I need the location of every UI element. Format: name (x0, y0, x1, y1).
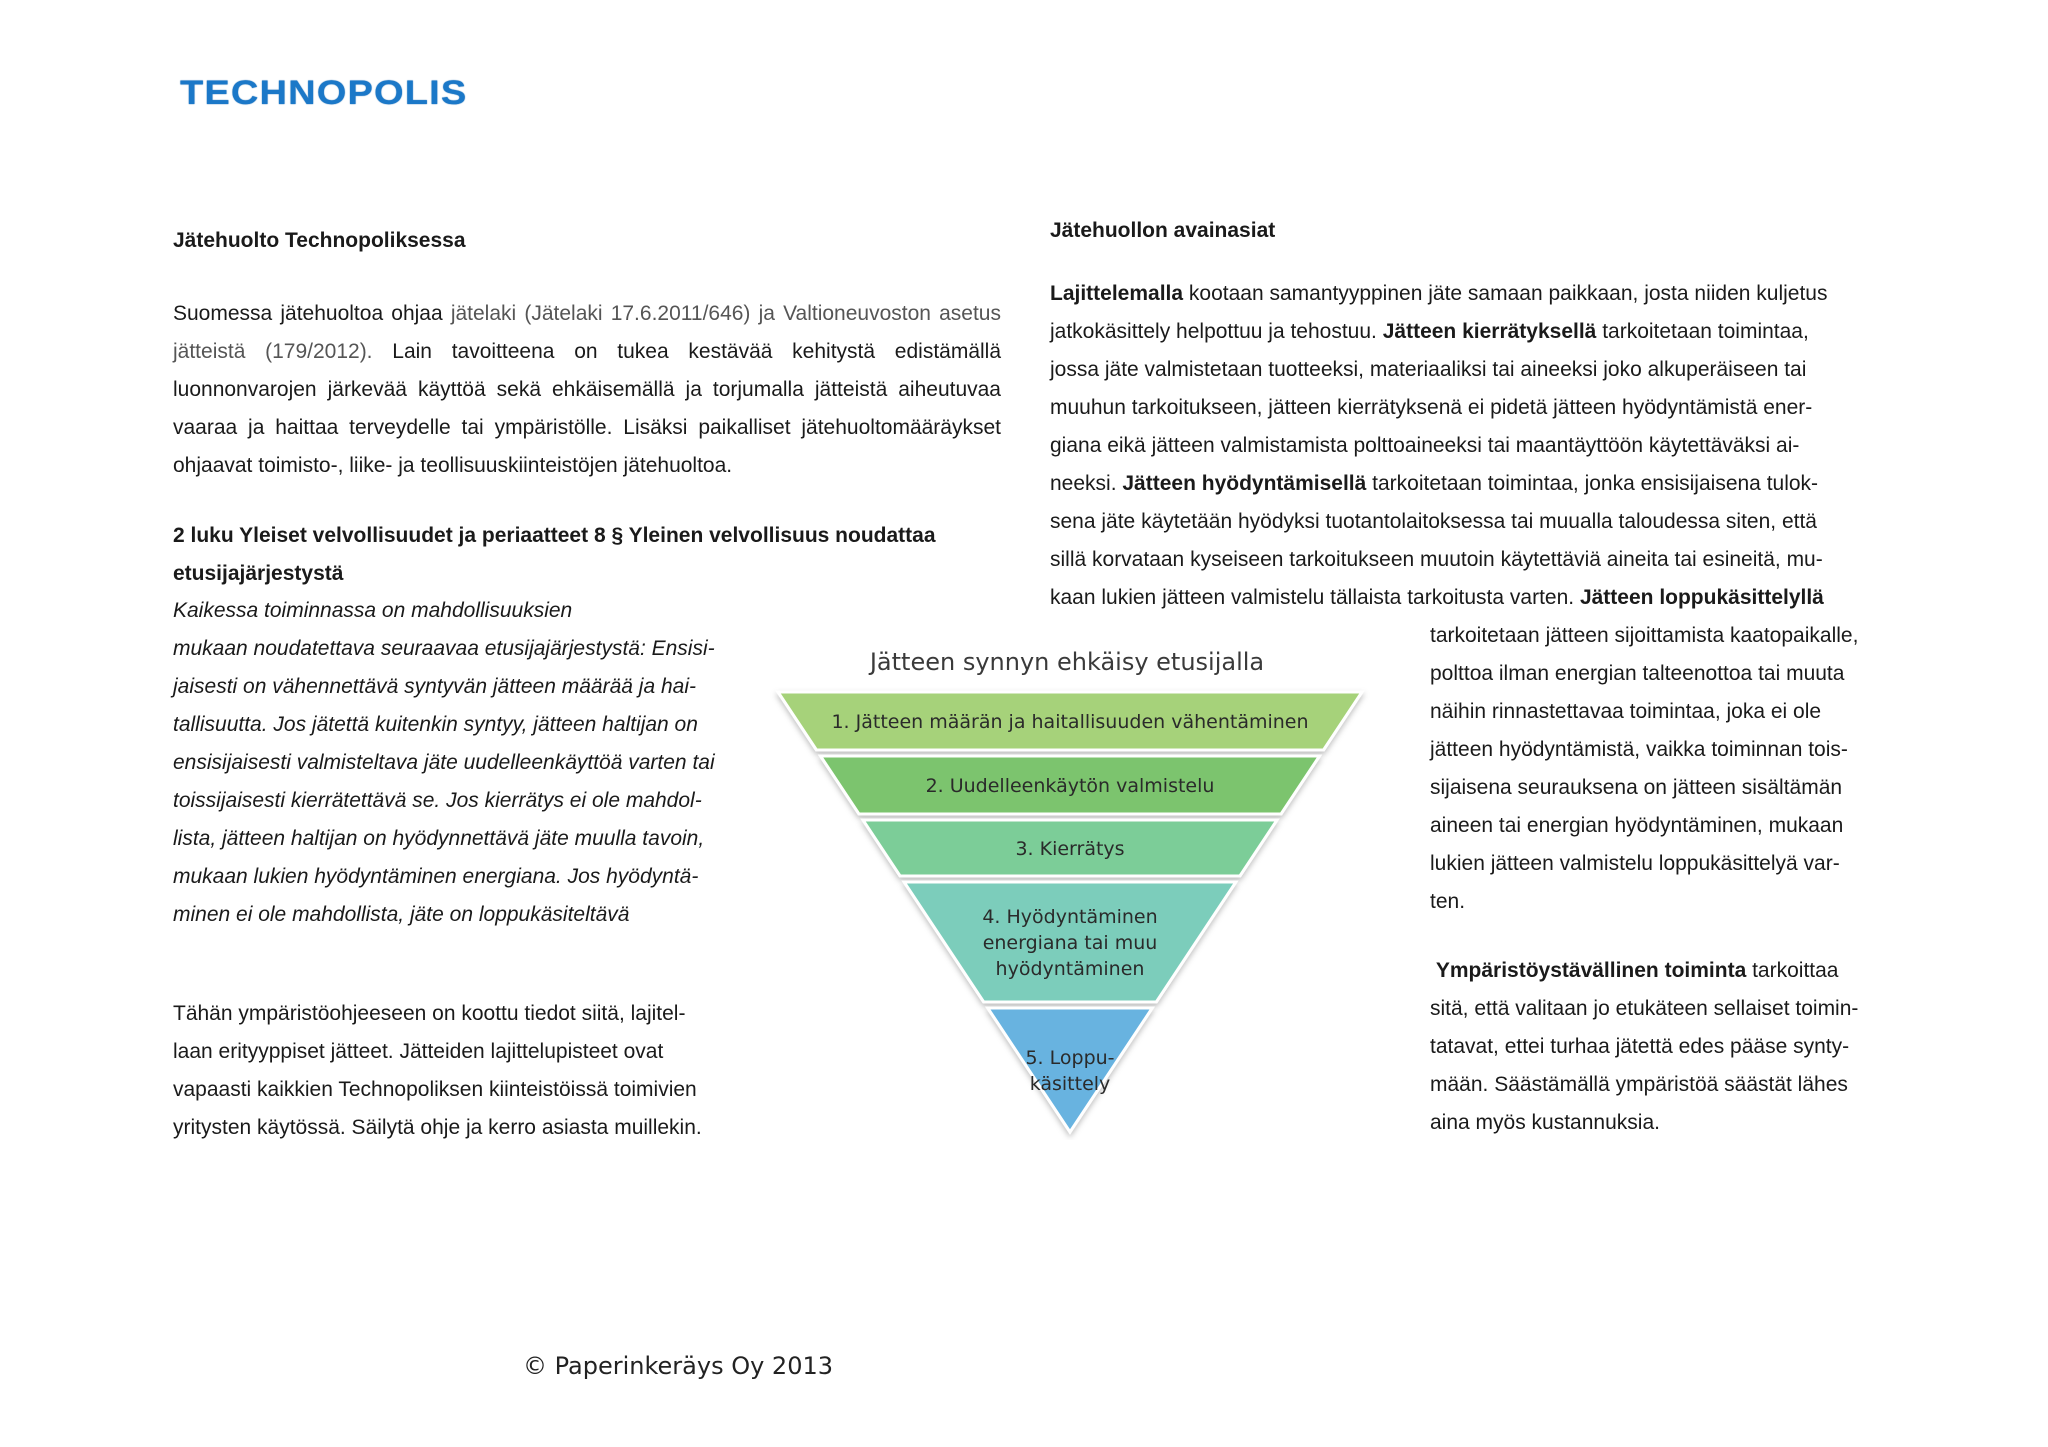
intro-paragraph (173, 295, 1001, 485)
law-quote-line: mukaan noudatettava seuraavaa etusijajärjestystä: Ensisi- (173, 637, 715, 660)
environment-first-line (1430, 952, 1900, 990)
left-title: Jätehuolto Technopoliksessa (173, 229, 466, 252)
final-treatment-line: tarkoitetaan jätteen sijoittamista kaatopaikalle, (1430, 624, 1859, 647)
law-reference-link[interactable]: jätelaki (Jätelaki 17.6.2011/646) ja Valtioneuvoston asetus jätteistä (179/2012). (173, 302, 1001, 363)
section-heading: 2 luku Yleiset velvollisuudet ja periaatteet 8 § Yleinen velvollisuus noudattaa etusijajärjestystä (173, 524, 936, 585)
key-issues-paragraph (1050, 275, 1950, 617)
law-quote-line: lista, jätteen haltijan on hyödynnettävä jäte muulla tavoin, (173, 827, 705, 850)
pyramid-level-4-label: 4. Hyödyntäminen (982, 906, 1158, 928)
line-text: sena jäte käytetään hyödyksi tuotantolaitoksessa tai muualla taloudessa siten, että (1050, 510, 1817, 533)
intro-body: Lain tavoitteena on tukea kestävää kehitystä edistämällä luonnonvarojen järkevää käyttöä sekä ehkäisemällä ja torjumalla jätteistä aiheutuvaa vaaraa ja haittaa terveydelle tai ympäristölle. Lisäksi paikalliset jätehuoltomääräykset ohjaavat toimisto-, liike- ja teollisuuskiinteistöjen jätehuoltoa. (173, 340, 1002, 477)
key-issues-line (1050, 313, 1950, 351)
line-text: kaan lukien jätteen valmistelu tällaista tarkoitusta varten. (1050, 586, 1580, 609)
line-text: kootaan samantyyppinen jäte samaan paikkaan, josta niiden kuljetus (1183, 282, 1828, 305)
final-treatment-line: jätteen hyödyntämistä, vaikka toiminnan tois- (1430, 738, 1848, 761)
pyramid-level-3-label: 3. Kierrätys (1015, 838, 1125, 860)
law-quote-line: minen ei ole mahdollista, jäte on loppukäsiteltävä (173, 903, 630, 926)
pyramid-level-2-label: 2. Uudelleenkäytön valmistelu (925, 775, 1215, 797)
defined-term: Jätteen kierrätyksellä (1382, 320, 1597, 343)
final-treatment-line: lukien jätteen valmistelu loppukäsittelyä var- (1430, 852, 1840, 875)
copyright-footer: © Paperinkeräys Oy 2013 (523, 1352, 833, 1380)
closing-line: vapaasti kaikkien Technopoliksen kiinteistöissä toimivien (173, 1078, 697, 1101)
final-treatment-line: ten. (1430, 890, 1466, 913)
waste-hierarchy-pyramid (770, 640, 1370, 1140)
line-text: sillä korvataan kyseiseen tarkoitukseen muutoin käytettäviä aineita tai esineitä, mu- (1050, 548, 1823, 571)
final-treatment-paragraph (1430, 617, 1900, 921)
key-issues-line (1050, 579, 1950, 617)
key-issues-line (1050, 427, 1950, 465)
line-text: muuhun tarkoitukseen, jätteen kierrätyksenä ei pidetä jätteen hyödyntämistä ener- (1050, 396, 1813, 419)
law-quote-line: toissijaisesti kierrätettävä se. Jos kierrätys ei ole mahdol- (173, 789, 702, 812)
pyramid-level-4-label: energiana tai muu (982, 932, 1158, 954)
closing-line: Tähän ympäristöohjeeseen on koottu tiedot siitä, lajitel- (173, 1002, 686, 1025)
law-quote-line: tallisuutta. Jos jätettä kuitenkin syntyy, jätteen haltijan on (173, 713, 698, 736)
final-treatment-line: aineen tai energian hyödyntäminen, mukaan (1430, 814, 1844, 837)
environment-line: mään. Säästämällä ympäristöä säästät lähes (1430, 1073, 1848, 1096)
key-issues-line (1050, 389, 1950, 427)
defined-term: Jätteen hyödyntämisellä (1122, 472, 1367, 495)
environment-line: sitä, että valitaan jo etukäteen sellaiset toimin- (1430, 997, 1859, 1020)
key-issues-line (1050, 351, 1950, 389)
law-quote-line: jaisesti on vähennettävä syntyvän jätteen määrää ja hai- (173, 675, 696, 698)
environment-line: tatavat, ettei turhaa jätettä edes pääse synty- (1430, 1035, 1850, 1058)
final-treatment-line: näihin rinnastettavaa toimintaa, joka ei ole (1430, 700, 1822, 723)
environment-paragraph (1430, 952, 1900, 1142)
environment-term: Ympäristöystävällinen toiminta (1435, 959, 1747, 982)
environment-lines (1430, 990, 1900, 1142)
line-text: giana eikä jätteen valmistamista polttoaineeksi tai maantäyttöön käytettäväksi ai- (1050, 434, 1800, 457)
line-text: jossa jäte valmistetaan tuotteeksi, materiaaliksi tai aineeksi joko alkuperäiseen tai (1050, 358, 1807, 381)
right-title: Jätehuollon avainasiat (1050, 219, 1276, 242)
closing-line: laan erityyppiset jätteet. Jätteiden lajittelupisteet ovat (173, 1040, 664, 1063)
pyramid-level-5-label: 5. Loppu- (1025, 1047, 1115, 1069)
law-quote (173, 592, 773, 934)
line-text: tarkoitetaan toimintaa, (1596, 320, 1809, 343)
pyramid-title: Jätteen synnyn ehkäisy etusijalla (869, 648, 1265, 676)
environment-line: aina myös kustannuksia. (1430, 1111, 1660, 1134)
line-text: tarkoitetaan toimintaa, jonka ensisijaisena tulok- (1366, 472, 1819, 495)
key-issues-line (1050, 465, 1950, 503)
law-quote-line: mukaan lukien hyödyntäminen energiana. Jos hyödyntä- (173, 865, 699, 888)
pyramid-level-5 (988, 1008, 1153, 1132)
defined-term: Lajittelemalla (1050, 282, 1184, 305)
final-treatment-line: polttoa ilman energian talteenottoa tai muuta (1430, 662, 1845, 685)
line-text: neeksi. (1050, 472, 1123, 495)
key-issues-line (1050, 503, 1950, 541)
law-quote-line: Kaikessa toiminnassa on mahdollisuuksien (173, 599, 573, 622)
pyramid-level-1-label: 1. Jätteen määrän ja haitallisuuden vähentäminen (831, 711, 1309, 733)
key-issues-line (1050, 541, 1950, 579)
technopolis-logo: TECHNOPOLIS (180, 74, 468, 112)
key-issues-line (1050, 275, 1950, 313)
law-quote-line: ensisijaisesti valmisteltava jäte uudelleenkäyttöä varten tai (173, 751, 715, 774)
environment-first-text: tarkoittaa (1746, 959, 1839, 982)
closing-paragraph (173, 995, 773, 1147)
line-text: jatkokäsittely helpottuu ja tehostuu. (1050, 320, 1383, 343)
closing-line: yritysten käytössä. Säilytä ohje ja kerro asiasta muillekin. (173, 1116, 702, 1139)
pyramid-level-5-label: käsittely (1029, 1073, 1111, 1095)
defined-term: Jätteen loppukäsittelyllä (1579, 586, 1824, 609)
intro-lead: Suomessa jätehuoltoa ohjaa (173, 302, 443, 325)
pyramid-level-4-label: hyödyntäminen (995, 958, 1145, 980)
final-treatment-line: sijaisena seurauksena on jätteen sisältämän (1430, 776, 1843, 799)
